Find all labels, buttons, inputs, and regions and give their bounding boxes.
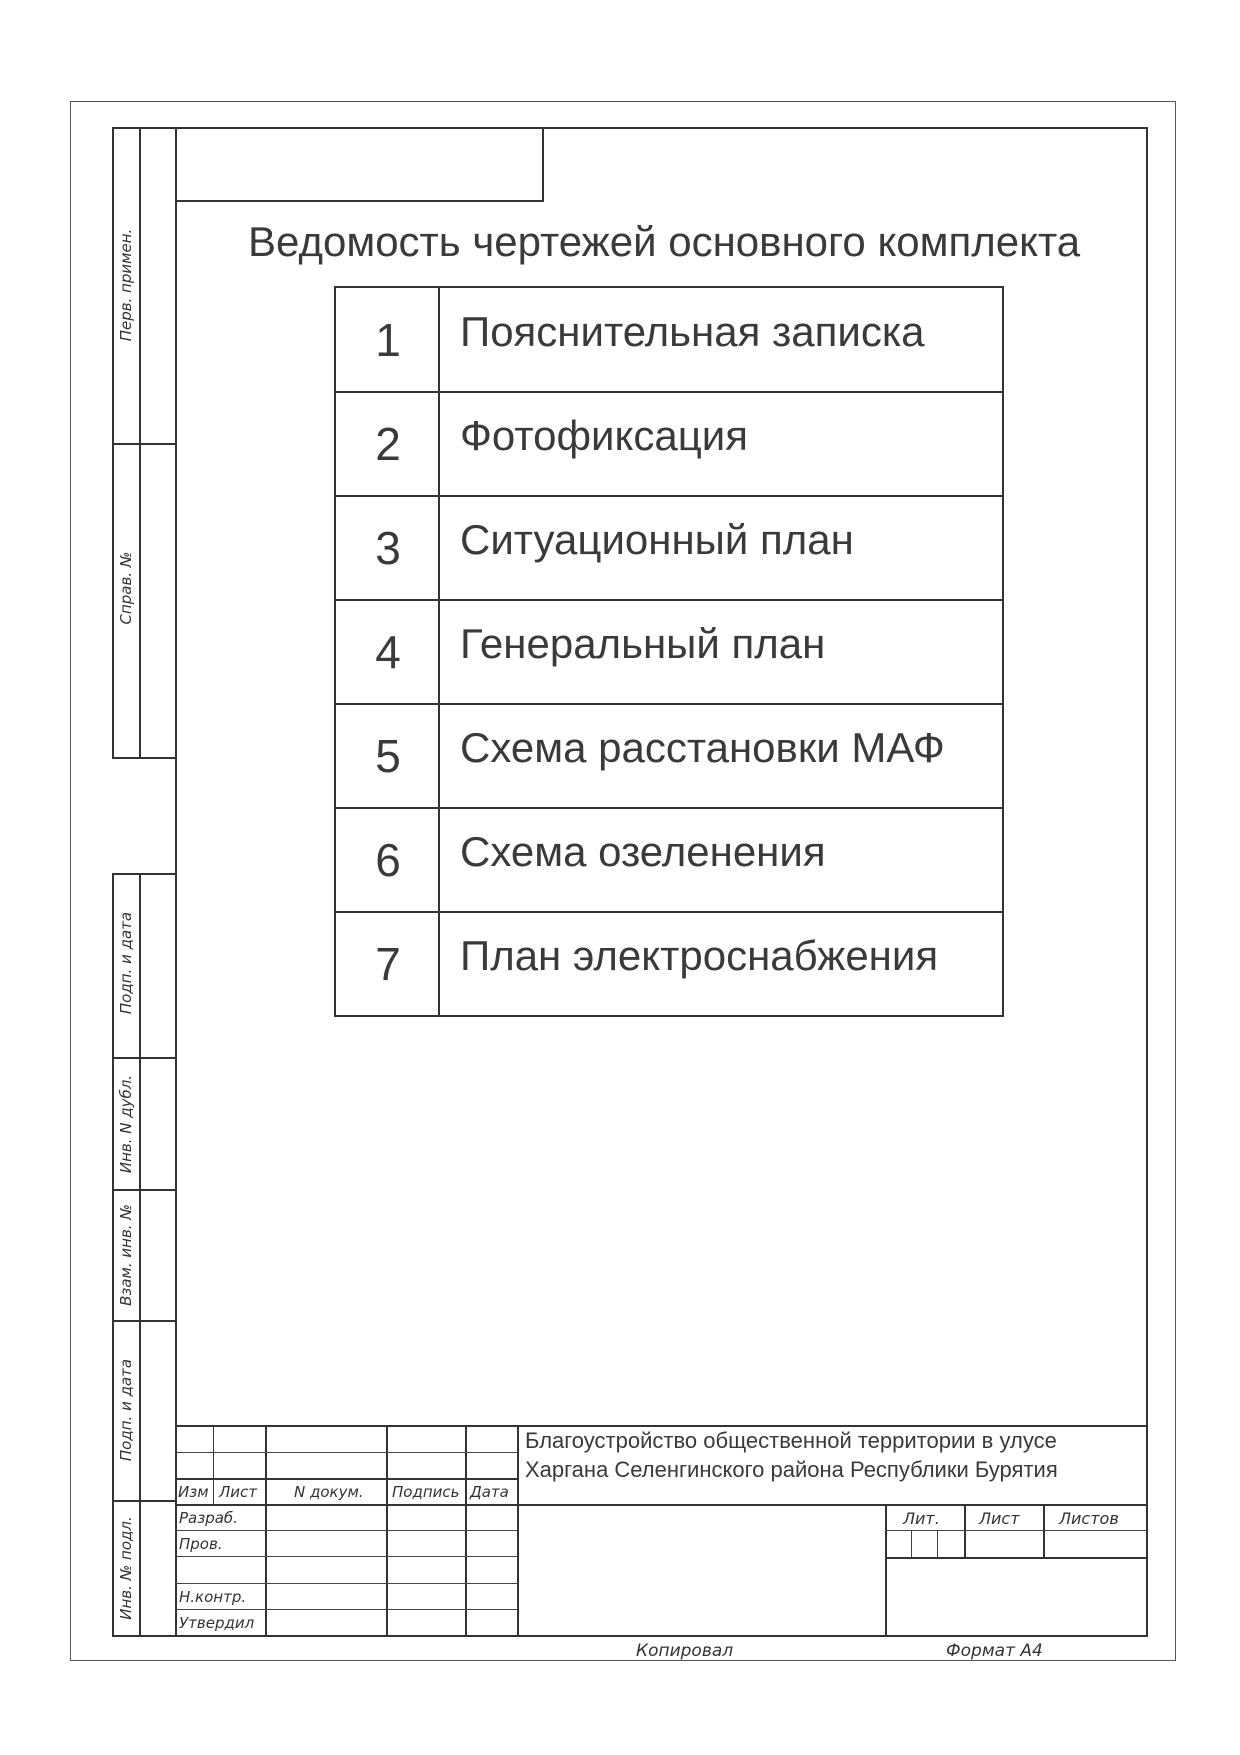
row-number: 3: [375, 522, 401, 574]
stamp-vline: [265, 1425, 267, 1637]
side-label-inv-podl: Инв. № подл.: [117, 1516, 135, 1620]
stamp-hline: [175, 1452, 517, 1453]
table-row: [336, 912, 1004, 1016]
page-title: Ведомость чертежей основного комплекта: [248, 218, 1081, 265]
stamp-hline: [885, 1557, 1148, 1559]
row-title: Ситуационный план: [460, 516, 854, 563]
stamp-role-n-kontr: Н.контр.: [179, 1588, 247, 1606]
side-label-sprav-no: Справ. №: [117, 551, 135, 625]
stamp-vline: [465, 1425, 467, 1637]
top-left-stamp: [175, 127, 544, 202]
stamp-header-list: Лист: [219, 1483, 258, 1501]
footer-format: Формат А4: [946, 1641, 1043, 1661]
row-number: 5: [375, 730, 401, 782]
stamp-role-prov: Пров.: [179, 1535, 223, 1553]
side-label-inv-dubl: Инв. N дубл.: [117, 1074, 135, 1174]
table-row: [336, 704, 1004, 808]
table-row: [336, 496, 1004, 600]
side-label-podp-data-2: Подп. и дата: [117, 1358, 135, 1462]
stamp-vline: [937, 1530, 938, 1558]
stamp-sheets: Листов: [1059, 1509, 1119, 1528]
row-title: Генеральный план: [460, 620, 826, 667]
drawings-table: [334, 286, 1004, 1017]
stamp-hline: [175, 1583, 517, 1584]
stamp-vline: [911, 1530, 912, 1558]
stamp-hline: [175, 1556, 517, 1557]
side-strip-lower-sep-2: [112, 1189, 177, 1191]
stamp-vline: [964, 1504, 966, 1558]
row-number: 1: [375, 314, 401, 366]
row-title: Пояснительная записка: [460, 308, 925, 355]
table-row: [336, 392, 1004, 496]
side-label-podp-data-1: Подп. и дата: [117, 911, 135, 1015]
stamp-vline: [1043, 1504, 1045, 1558]
stamp-header-n-dokum: N докум.: [294, 1483, 364, 1501]
table-row: [336, 288, 1004, 392]
row-title: План электроснабжения: [460, 932, 939, 979]
stamp-hline: [175, 1504, 1148, 1506]
side-strip-lower-sep-1: [112, 1057, 177, 1059]
side-strip-upper-sep: [112, 443, 177, 445]
side-label-vzam-inv: Взам. инв. №: [117, 1204, 135, 1306]
side-label-perv-primen: Перв. примен.: [117, 228, 135, 342]
stamp-header-data: Дата: [470, 1483, 509, 1501]
stamp-vline: [517, 1425, 519, 1637]
stamp-hline: [175, 1478, 517, 1480]
stamp-vline: [885, 1504, 887, 1637]
stamp-role-utverdil: Утвердил: [179, 1614, 255, 1632]
row-number: 4: [375, 626, 401, 678]
row-title: Фотофиксация: [460, 412, 748, 459]
side-strip-lower-divider: [139, 873, 141, 1637]
stamp-lit: Лит.: [903, 1509, 940, 1528]
stamp-sheet: Лист: [979, 1509, 1020, 1528]
project-title-line-1: Благоустройство общественной территории в улусе: [525, 1428, 1057, 1453]
project-title-line-2: Харгана Селенгинского района Республики Бурятия: [525, 1457, 1058, 1482]
stamp-vline: [213, 1425, 214, 1505]
side-strip-lower-sep-4: [112, 1500, 177, 1502]
row-title: Схема расстановки МАФ: [460, 724, 945, 771]
table-row: [336, 808, 1004, 912]
row-number: 6: [375, 834, 401, 886]
stamp-header-podpis: Подпись: [392, 1483, 460, 1501]
stamp-role-razrab: Разраб.: [179, 1509, 238, 1527]
stamp-vline: [386, 1425, 388, 1637]
stamp-hline: [885, 1530, 1148, 1531]
stamp-hline: [175, 1530, 517, 1531]
row-title: Схема озеленения: [460, 828, 826, 875]
stamp-header-izm: Изм: [178, 1483, 209, 1501]
row-number: 7: [375, 938, 401, 990]
stamp-hline: [175, 1609, 517, 1610]
side-strip-lower-sep-3: [112, 1320, 177, 1322]
table-row: [336, 600, 1004, 704]
row-number: 2: [375, 418, 401, 470]
footer-kopiroval: Копировал: [636, 1641, 734, 1661]
